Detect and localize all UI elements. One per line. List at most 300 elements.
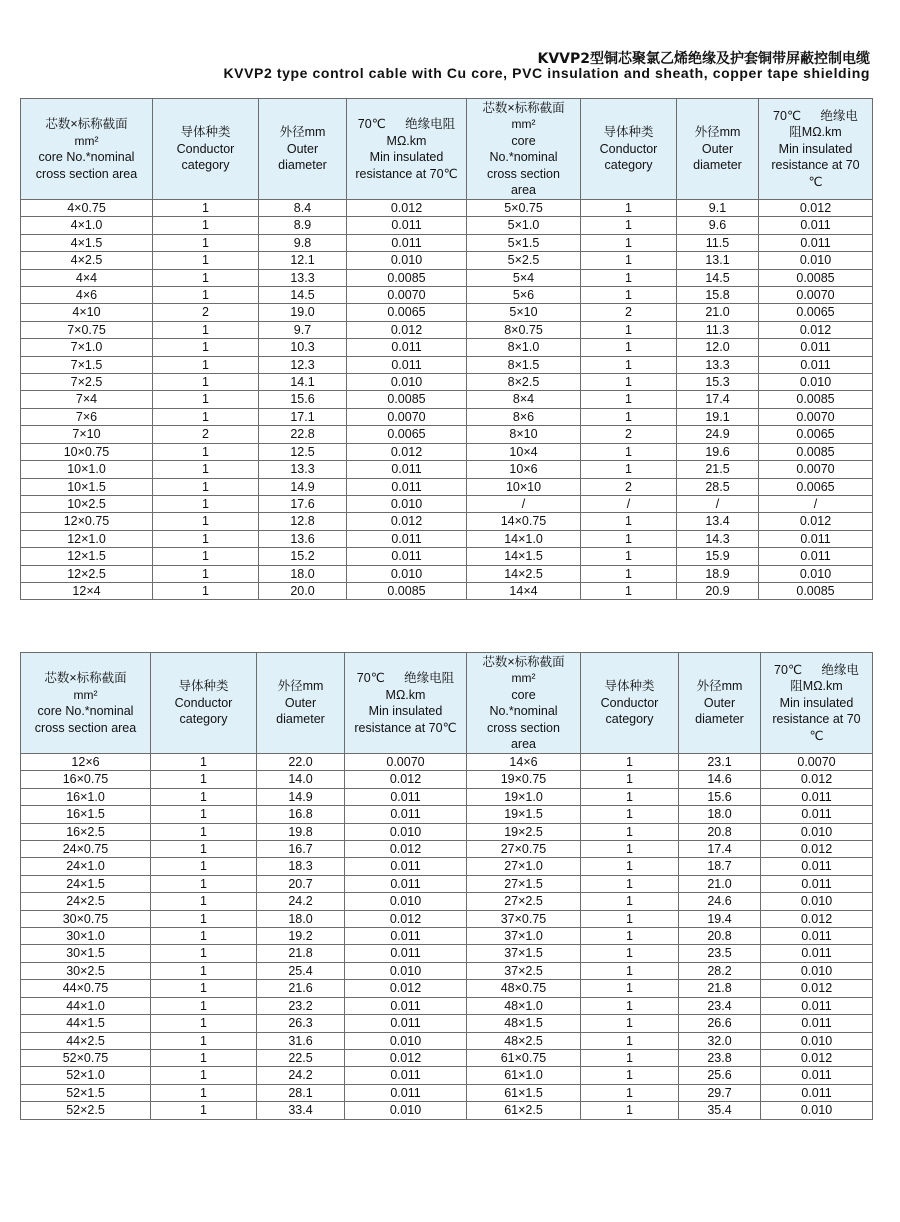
cell-core-area: 16×2.5 <box>21 823 151 840</box>
cell-core-area: 30×1.5 <box>21 945 151 962</box>
header-line: resistance at 70℃ <box>354 720 457 735</box>
header-line: 阻MΩ.km <box>790 679 843 694</box>
table-row <box>21 356 873 373</box>
cell-conductor: 1 <box>581 962 679 979</box>
cell-insulation-resistance: 0.0085 <box>759 443 873 460</box>
header-line: category <box>605 712 654 727</box>
cell-outer-diameter: 26.3 <box>257 1015 345 1032</box>
table-row <box>21 1015 873 1032</box>
cell-insulation-resistance: 0.010 <box>345 1032 467 1049</box>
cell-outer-diameter: 28.1 <box>257 1084 345 1101</box>
cell-insulation-resistance: 0.012 <box>347 443 467 460</box>
cell-core-area: 27×0.75 <box>467 841 581 858</box>
cell-core-area: 24×2.5 <box>21 893 151 910</box>
cell-insulation-resistance: 0.010 <box>759 374 873 391</box>
cell-conductor: 1 <box>151 1049 257 1066</box>
header-line: ℃ <box>809 728 824 743</box>
cell-core-area: 5×1.0 <box>467 217 581 234</box>
cell-conductor: 1 <box>581 823 679 840</box>
cell-insulation-resistance: 0.012 <box>761 1049 873 1066</box>
table-row <box>21 530 873 547</box>
cell-outer-diameter: 15.6 <box>679 788 761 805</box>
table-row <box>21 339 873 356</box>
cell-conductor: 1 <box>151 858 257 875</box>
header-line: 导体种类 <box>604 679 655 694</box>
cell-outer-diameter: 33.4 <box>257 1102 345 1119</box>
cell-conductor: 1 <box>151 1032 257 1049</box>
header-line: 外径mm <box>694 125 741 140</box>
header-line: core No.*nominal <box>38 150 135 164</box>
cell-outer-diameter: 8.9 <box>259 217 347 234</box>
header-line: 芯数×标称截面 <box>45 117 128 131</box>
cell-insulation-resistance: 0.012 <box>347 200 467 217</box>
table-row <box>21 980 873 997</box>
cell-core-area: 10×4 <box>467 443 581 460</box>
cell-insulation-resistance: 0.011 <box>761 997 873 1014</box>
cell-outer-diameter: 20.7 <box>257 875 345 892</box>
cell-insulation-resistance: 0.012 <box>761 771 873 788</box>
cell-outer-diameter: 23.4 <box>679 997 761 1014</box>
cell-core-area: 27×1.0 <box>467 858 581 875</box>
cell-insulation-resistance: 0.011 <box>761 928 873 945</box>
cell-core-area: 7×0.75 <box>21 321 153 338</box>
cell-outer-diameter: 15.8 <box>677 287 759 304</box>
cell-conductor: 1 <box>151 893 257 910</box>
cell-conductor: 1 <box>153 287 259 304</box>
cell-outer-diameter: 9.1 <box>677 200 759 217</box>
header-line: category <box>604 158 653 173</box>
cell-insulation-resistance: 0.011 <box>761 1084 873 1101</box>
cell-conductor: 2 <box>153 426 259 443</box>
header-line: Outer <box>701 141 734 156</box>
table-row <box>21 1049 873 1066</box>
cell-conductor: 1 <box>581 928 679 945</box>
cell-conductor: 1 <box>153 443 259 460</box>
cell-outer-diameter: 23.5 <box>679 945 761 962</box>
cell-insulation-resistance: 0.0085 <box>759 269 873 286</box>
header-cell <box>153 99 259 200</box>
cell-insulation-resistance: 0.011 <box>345 997 467 1014</box>
cell-conductor: 1 <box>581 788 679 805</box>
cell-conductor: / <box>581 495 677 512</box>
header-line: diameter <box>278 158 327 173</box>
cell-core-area: 27×2.5 <box>467 893 581 910</box>
table-row <box>21 806 873 823</box>
header-line: No.*nominal <box>489 704 558 718</box>
cell-conductor: 1 <box>581 875 679 892</box>
cell-core-area: 12×1.5 <box>21 548 153 565</box>
cell-conductor: 1 <box>151 980 257 997</box>
table-row <box>21 408 873 425</box>
cell-insulation-resistance: 0.0070 <box>345 754 467 771</box>
header-line: core <box>511 133 536 148</box>
cell-insulation-resistance: 0.010 <box>345 893 467 910</box>
header-line: Min insulated <box>368 704 443 718</box>
cell-core-area: 61×1.0 <box>467 1067 581 1084</box>
cell-conductor: 1 <box>153 356 259 373</box>
cell-conductor: 1 <box>581 200 677 217</box>
cell-core-area: 5×1.5 <box>467 234 581 251</box>
header-line: mm² <box>511 671 536 685</box>
cell-core-area: 7×10 <box>21 426 153 443</box>
cell-core-area: 4×1.0 <box>21 217 153 234</box>
table-row <box>21 374 873 391</box>
table-row <box>21 910 873 927</box>
cell-conductor: 1 <box>151 1015 257 1032</box>
cell-insulation-resistance: 0.010 <box>345 823 467 840</box>
header-line: Conductor <box>174 695 233 710</box>
cell-core-area: 19×1.0 <box>467 788 581 805</box>
cell-core-area: 30×2.5 <box>21 962 151 979</box>
spec-table-2 <box>20 652 873 1120</box>
cell-conductor: 1 <box>153 565 259 582</box>
header-line: cross section area <box>34 720 137 735</box>
cell-conductor: 1 <box>153 200 259 217</box>
table-row <box>21 858 873 875</box>
cell-conductor: 1 <box>151 806 257 823</box>
cell-conductor: 1 <box>581 530 677 547</box>
cell-core-area: 4×1.5 <box>21 234 153 251</box>
cell-conductor: 1 <box>581 893 679 910</box>
cell-outer-diameter: 12.3 <box>259 356 347 373</box>
header-line: 70℃ 绝缘电阻 <box>356 671 455 685</box>
cell-conductor: 1 <box>153 321 259 338</box>
cell-outer-diameter: 25.6 <box>679 1067 761 1084</box>
cell-outer-diameter: 17.4 <box>679 841 761 858</box>
cell-core-area: 5×6 <box>467 287 581 304</box>
cell-core-area: 7×1.0 <box>21 339 153 356</box>
cell-insulation-resistance: 0.010 <box>345 1102 467 1119</box>
cell-conductor: 1 <box>581 806 679 823</box>
cell-core-area: 19×0.75 <box>467 771 581 788</box>
cell-core-area: 16×1.0 <box>21 788 151 805</box>
cell-insulation-resistance: 0.011 <box>761 858 873 875</box>
header-line: 外径mm <box>279 125 326 140</box>
cell-outer-diameter: 21.5 <box>677 461 759 478</box>
cell-insulation-resistance: 0.011 <box>347 548 467 565</box>
cell-outer-diameter: 29.7 <box>679 1084 761 1101</box>
cell-insulation-resistance: 0.012 <box>761 910 873 927</box>
cell-core-area: 8×0.75 <box>467 321 581 338</box>
cell-core-area: 8×2.5 <box>467 374 581 391</box>
cell-conductor: 1 <box>153 234 259 251</box>
table-row <box>21 287 873 304</box>
cell-insulation-resistance: 0.012 <box>759 513 873 530</box>
cell-conductor: 1 <box>153 530 259 547</box>
cell-insulation-resistance: 0.010 <box>761 893 873 910</box>
cell-insulation-resistance: 0.0065 <box>759 426 873 443</box>
table-row <box>21 565 873 582</box>
cell-outer-diameter: 18.3 <box>257 858 345 875</box>
header-line: mm² <box>74 133 99 148</box>
cell-conductor: 1 <box>153 217 259 234</box>
cell-core-area: 16×0.75 <box>21 771 151 788</box>
cell-outer-diameter: 24.2 <box>257 1067 345 1084</box>
header-line: mm² <box>511 117 536 131</box>
cell-insulation-resistance: 0.011 <box>759 217 873 234</box>
cell-outer-diameter: 13.3 <box>259 461 347 478</box>
table-row <box>21 997 873 1014</box>
cell-insulation-resistance: 0.011 <box>345 1084 467 1101</box>
cell-outer-diameter: 10.3 <box>259 339 347 356</box>
cell-core-area: 61×2.5 <box>467 1102 581 1119</box>
cell-outer-diameter: 35.4 <box>679 1102 761 1119</box>
table-row <box>21 823 873 840</box>
cell-conductor: 1 <box>581 269 677 286</box>
cell-outer-diameter: 14.5 <box>259 287 347 304</box>
cell-insulation-resistance: 0.011 <box>347 461 467 478</box>
cell-core-area: 10×6 <box>467 461 581 478</box>
cell-insulation-resistance: 0.011 <box>759 548 873 565</box>
cell-core-area: 4×10 <box>21 304 153 321</box>
cell-core-area: 37×1.5 <box>467 945 581 962</box>
cell-conductor: 1 <box>581 980 679 997</box>
cell-core-area: 48×2.5 <box>467 1032 581 1049</box>
cell-insulation-resistance: 0.011 <box>347 530 467 547</box>
cell-conductor: 1 <box>151 1084 257 1101</box>
header-cell <box>679 653 761 754</box>
table-row <box>21 771 873 788</box>
cell-core-area: 27×1.5 <box>467 875 581 892</box>
cell-insulation-resistance: 0.010 <box>347 374 467 391</box>
cell-insulation-resistance: 0.011 <box>345 1015 467 1032</box>
header-line: cross section area <box>35 166 138 181</box>
table-row <box>21 582 873 599</box>
cell-outer-diameter: 9.6 <box>677 217 759 234</box>
cell-insulation-resistance: 0.012 <box>347 321 467 338</box>
cell-conductor: 1 <box>151 771 257 788</box>
header-line: Conductor <box>176 141 235 156</box>
cell-conductor: 1 <box>151 823 257 840</box>
cell-outer-diameter: 23.2 <box>257 997 345 1014</box>
cell-outer-diameter: 23.8 <box>679 1049 761 1066</box>
cell-insulation-resistance: 0.012 <box>345 1049 467 1066</box>
cell-core-area: 14×1.0 <box>467 530 581 547</box>
cell-outer-diameter: 18.7 <box>679 858 761 875</box>
cell-conductor: 1 <box>581 754 679 771</box>
cell-conductor: 1 <box>151 928 257 945</box>
title-chinese: KVVP2型铜芯聚氯乙烯绝缘及护套铜带屏蔽控制电缆 <box>537 51 870 67</box>
header-line: resistance at 70℃ <box>355 166 458 181</box>
header-line: mm² <box>73 687 98 702</box>
cell-outer-diameter: 13.3 <box>259 269 347 286</box>
cell-insulation-resistance: 0.011 <box>761 1015 873 1032</box>
cell-core-area: 10×0.75 <box>21 443 153 460</box>
header-row <box>21 99 873 200</box>
cell-outer-diameter: 14.5 <box>677 269 759 286</box>
cell-outer-diameter: 21.8 <box>257 945 345 962</box>
cell-outer-diameter: 28.2 <box>679 962 761 979</box>
header-line: cross section <box>487 166 560 181</box>
cell-conductor: 1 <box>581 841 679 858</box>
cell-outer-diameter: 17.4 <box>677 391 759 408</box>
cell-insulation-resistance: 0.0085 <box>347 269 467 286</box>
cell-core-area: 44×1.0 <box>21 997 151 1014</box>
table-row <box>21 495 873 512</box>
cell-core-area: 24×1.5 <box>21 875 151 892</box>
cell-outer-diameter: 13.4 <box>677 513 759 530</box>
table-row <box>21 962 873 979</box>
cell-core-area: 5×10 <box>467 304 581 321</box>
cell-conductor: 1 <box>581 234 677 251</box>
cell-conductor: 1 <box>581 217 677 234</box>
cell-outer-diameter: 18.0 <box>259 565 347 582</box>
header-line: Conductor <box>599 141 658 156</box>
cell-core-area: 7×4 <box>21 391 153 408</box>
cell-conductor: 1 <box>581 1049 679 1066</box>
table-row <box>21 304 873 321</box>
cell-insulation-resistance: 0.011 <box>345 806 467 823</box>
header-line: core No.*nominal <box>37 704 134 718</box>
cell-core-area: 48×1.5 <box>467 1015 581 1032</box>
cell-core-area: 44×1.5 <box>21 1015 151 1032</box>
header-cell <box>345 653 467 754</box>
cell-core-area: 8×1.5 <box>467 356 581 373</box>
cell-outer-diameter: 16.8 <box>257 806 345 823</box>
cell-core-area: 14×4 <box>467 582 581 599</box>
header-line: 导体种类 <box>180 125 231 140</box>
cell-conductor: 1 <box>581 771 679 788</box>
table-row <box>21 217 873 234</box>
table-row <box>21 754 873 771</box>
table-row <box>21 928 873 945</box>
cell-outer-diameter: 31.6 <box>257 1032 345 1049</box>
cell-conductor: 2 <box>581 478 677 495</box>
cell-insulation-resistance: 0.011 <box>761 875 873 892</box>
table-row <box>21 875 873 892</box>
cell-outer-diameter: 20.0 <box>259 582 347 599</box>
cell-core-area: 7×1.5 <box>21 356 153 373</box>
cell-core-area: 10×1.5 <box>21 478 153 495</box>
header-cell <box>347 99 467 200</box>
cell-core-area: 5×4 <box>467 269 581 286</box>
cell-core-area: 37×0.75 <box>467 910 581 927</box>
header-line: 70℃ 绝缘电阻 <box>357 117 456 131</box>
header-line: Min insulated <box>369 150 444 164</box>
cell-core-area: 10×10 <box>467 478 581 495</box>
cell-core-area: 8×6 <box>467 408 581 425</box>
header-line: 外径mm <box>696 679 743 694</box>
cell-conductor: 1 <box>581 1084 679 1101</box>
table-row <box>21 426 873 443</box>
cell-outer-diameter: 11.3 <box>677 321 759 338</box>
header-line: 芯数×标称截面 <box>482 100 565 115</box>
cell-outer-diameter: 12.0 <box>677 339 759 356</box>
cell-insulation-resistance: 0.011 <box>347 356 467 373</box>
cell-conductor: 1 <box>581 408 677 425</box>
table-row <box>21 1032 873 1049</box>
cell-core-area: 16×1.5 <box>21 806 151 823</box>
cell-conductor: 1 <box>153 495 259 512</box>
header-line: 芯数×标称截面 <box>482 654 565 669</box>
cell-core-area: 61×0.75 <box>467 1049 581 1066</box>
cell-outer-diameter: 15.6 <box>259 391 347 408</box>
header-line: diameter <box>695 712 744 727</box>
cell-outer-diameter: 12.8 <box>259 513 347 530</box>
cell-outer-diameter: 19.0 <box>259 304 347 321</box>
cell-insulation-resistance: 0.010 <box>347 252 467 269</box>
table-row <box>21 548 873 565</box>
header-line: area <box>510 183 537 197</box>
table-row <box>21 945 873 962</box>
cell-insulation-resistance: 0.011 <box>761 806 873 823</box>
cell-core-area: 5×2.5 <box>467 252 581 269</box>
header-line: category <box>181 158 230 173</box>
cell-conductor: 1 <box>581 321 677 338</box>
header-cell <box>21 99 153 200</box>
header-line: 70℃ 绝缘电 <box>773 108 858 123</box>
cell-core-area: 14×2.5 <box>467 565 581 582</box>
cell-insulation-resistance: 0.011 <box>345 858 467 875</box>
cell-conductor: 1 <box>153 513 259 530</box>
cell-insulation-resistance: 0.010 <box>347 495 467 512</box>
table-row <box>21 269 873 286</box>
header-line: 导体种类 <box>178 679 229 694</box>
cell-insulation-resistance: 0.010 <box>759 565 873 582</box>
cell-core-area: 30×1.0 <box>21 928 151 945</box>
cell-outer-diameter: 15.9 <box>677 548 759 565</box>
cell-insulation-resistance: 0.011 <box>347 478 467 495</box>
cell-core-area: 4×0.75 <box>21 200 153 217</box>
cell-conductor: 1 <box>153 269 259 286</box>
table-row <box>21 391 873 408</box>
cell-core-area: 7×2.5 <box>21 374 153 391</box>
cell-conductor: 1 <box>581 443 677 460</box>
header-row <box>21 653 873 754</box>
cell-insulation-resistance: / <box>759 495 873 512</box>
cell-outer-diameter: 15.2 <box>259 548 347 565</box>
cell-outer-diameter: 8.4 <box>259 200 347 217</box>
cell-insulation-resistance: 0.0070 <box>347 408 467 425</box>
cell-core-area: 48×1.0 <box>467 997 581 1014</box>
cell-outer-diameter: 16.7 <box>257 841 345 858</box>
cell-core-area: 7×6 <box>21 408 153 425</box>
header-line: Min insulated <box>779 695 854 710</box>
cell-core-area: 12×1.0 <box>21 530 153 547</box>
cell-conductor: 1 <box>581 858 679 875</box>
cell-core-area: 4×4 <box>21 269 153 286</box>
cell-insulation-resistance: 0.0065 <box>759 304 873 321</box>
cell-insulation-resistance: 0.0065 <box>347 426 467 443</box>
cell-core-area: 8×4 <box>467 391 581 408</box>
cell-conductor: 1 <box>151 1067 257 1084</box>
cell-conductor: 1 <box>153 582 259 599</box>
header-cell <box>257 653 345 754</box>
cell-outer-diameter: 21.8 <box>679 980 761 997</box>
cell-outer-diameter: 21.0 <box>679 875 761 892</box>
cell-core-area: 24×0.75 <box>21 841 151 858</box>
cell-core-area: / <box>467 495 581 512</box>
cell-insulation-resistance: 0.011 <box>761 945 873 962</box>
cell-outer-diameter: 12.1 <box>259 252 347 269</box>
header-line: 芯数×标称截面 <box>44 671 127 685</box>
table-row <box>21 788 873 805</box>
cell-core-area: 37×2.5 <box>467 962 581 979</box>
cell-outer-diameter: 14.6 <box>679 771 761 788</box>
cell-outer-diameter: 9.8 <box>259 234 347 251</box>
table-row <box>21 1067 873 1084</box>
cell-conductor: 1 <box>151 754 257 771</box>
cell-conductor: 1 <box>581 565 677 582</box>
cell-insulation-resistance: 0.010 <box>761 823 873 840</box>
cell-conductor: 1 <box>153 478 259 495</box>
header-cell <box>467 653 581 754</box>
cell-insulation-resistance: 0.010 <box>761 1102 873 1119</box>
cell-outer-diameter: 28.5 <box>677 478 759 495</box>
header-cell <box>151 653 257 754</box>
header-line: Outer <box>703 695 736 710</box>
cell-core-area: 10×2.5 <box>21 495 153 512</box>
